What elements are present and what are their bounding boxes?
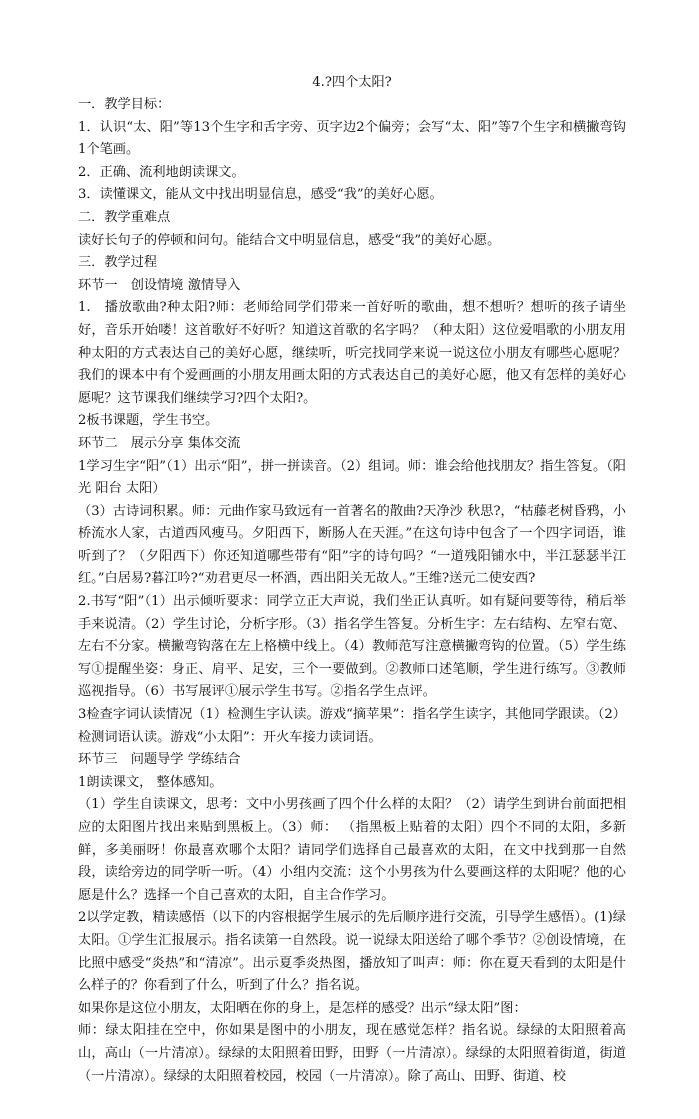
- section-heading-key-points: 二．教学重难点: [78, 209, 171, 225]
- step-3-paragraph-3: 2以学定教，精读感悟（以下的内容根据学生展示的先后顺序进行交流，引导学生感悟）。(1)绿太阳。①学生汇报展示。指名读第一自然段。说一说绿太阳送给了哪个季节？②创设情境，在比照中感受“炎热”和“清凉”。出示夏季炎热图，播放知了叫声：师：你在夏天看到的太阳是什么样子的？你看到了什么，听到了什么？指名说。: [78, 910, 626, 994]
- section-heading-goals: 一．教学目标：: [78, 97, 171, 112]
- step-3-paragraph-5: 师：绿太阳挂在空中，你如果是图中的小朋友，现在感觉怎样？指名说。绿绿的太阳照着高山，高山（一片清凉）。绿绿的太阳照着田野，田野（一片清凉）。绿绿的太阳照着街道，街道（一片清凉）。绿绿的太阳照着校园，校园（一片清凉）。除了高山、田野、街道、校: [78, 1023, 626, 1084]
- goal-item-3: 3．读懂课文，能从文中找出明显信息，感受“我”的美好心愿。: [78, 187, 443, 203]
- goal-item-2: 2．正确、流利地朗读课文。: [78, 164, 245, 180]
- section-heading-process: 三．教学过程: [78, 255, 158, 271]
- step-3-paragraph-2: （1）学生自读课文，思考：文中小男孩画了四个什么样的太阳？（2）请学生到讲台前面把相应的太阳图片找出来贴到黑板上。（3）师： （指黑板上贴着的太阳）四个不同的太阳，多新鲜，多美丽呀！你最喜欢哪个太阳？请同学们选择自己最喜欢的太阳，在文中找到那一自然段，读给旁边的同学听一听。（4）小组内交流：这个小男孩为什么要画这样的太阳呢？他的心愿是什么？选择一个自己喜欢的太阳，自主合作学习。: [78, 797, 626, 903]
- document-page: [78, 66, 626, 1088]
- step-2-paragraph-1: 1学习生字“阳”（1）出示“阳”，拼一拼读音。（2）组词。师：谁会给他找朋友？指生答复。（阳光 阳台 太阳）: [78, 458, 626, 497]
- key-points-text: 读好长句子的停顿和问句。能结合文中明显信息，感受“我”的美好心愿。: [78, 232, 501, 248]
- step-3-paragraph-1: 1朗读课文， 整体感知。: [78, 774, 223, 790]
- step-heading-2: 环节二 展示分享 集体交流: [78, 435, 241, 451]
- goal-item-1: 1．认识“太、阳”等13个生字和舌字旁、页字边2个偏旁；会写“太、阳”等7个生字和横撇弯钩1个笔画。: [78, 119, 626, 158]
- step-2-paragraph-4: 3检查字词认读情况（1）检测生字认读。游戏“摘苹果”：指名学生读字，其他同学跟读。（2）检测词语认读。游戏“小太阳”：开火车接力读词语。: [78, 707, 626, 745]
- step-2-paragraph-2: （3）古诗词积累。师：元曲作家马致远有一首著名的散曲?天净沙 秋思?，“枯藤老树昏鸦，小桥流水人家，古道西风瘦马。夕阳西下，断肠人在天涯。”在这句诗中包含了一个四字词语，谁听到了？（夕阳西下）你还知道哪些带有“阳”字的诗句吗？“一道残阳铺水中，半江瑟瑟半江红。”白居易?暮江吟?“劝君更尽一杯酒，西出阳关无故人。”王维?送元二使安西?: [78, 503, 626, 587]
- step-2-paragraph-3: 2.书写“阳”（1）出示倾听要求：同学立正大声说，我们坐正认真听。如有疑问要等待，稍后举手来说清。（2）学生讨论，分析字形。（3）指名学生答复。分析生字：左右结构、左窄右宽、左右不分家。横撇弯钩落在左上格横中线上。（4）教师范写注意横撇弯钩的位置。（5）学生练写①提醒坐姿：身正、肩平、足安，三个一要做到。②教师口述笔顺，学生进行练写。③教师巡视指导。（6）书写展评①展示学生书写。②指名学生点评。: [78, 594, 626, 700]
- step-1-paragraph-2: 2板书课题，学生书空。: [78, 413, 219, 429]
- step-3-paragraph-4: 如果你是这位小朋友，太阳晒在你的身上，是怎样的感受？出示“绿太阳”图：: [78, 1000, 527, 1016]
- step-heading-3: 环节三 问题导学 学练结合: [78, 752, 241, 768]
- step-heading-1: 环节一 创设情境 激情导入: [78, 277, 241, 293]
- document-title: 4.?四个太阳?: [312, 75, 392, 90]
- step-1-paragraph-1: 1. 播放歌曲?种太阳?师：老师给同学们带来一首好听的歌曲，想不想听？想听的孩子请坐好，音乐开始喽！这首歌好不好听？知道这首歌的名字吗？（种太阳）这位爱唱歌的小朋友用种太阳的方式表达自己的美好心愿，继续听，听完找同学来说一说这位小朋友有哪些心愿呢？我们的课本中有个爱画画的小朋友用画太阳的方式表达自己的美好心愿，他又有怎样的美好心愿呢？这节课我们继续学习?四个太阳?。: [78, 300, 626, 406]
